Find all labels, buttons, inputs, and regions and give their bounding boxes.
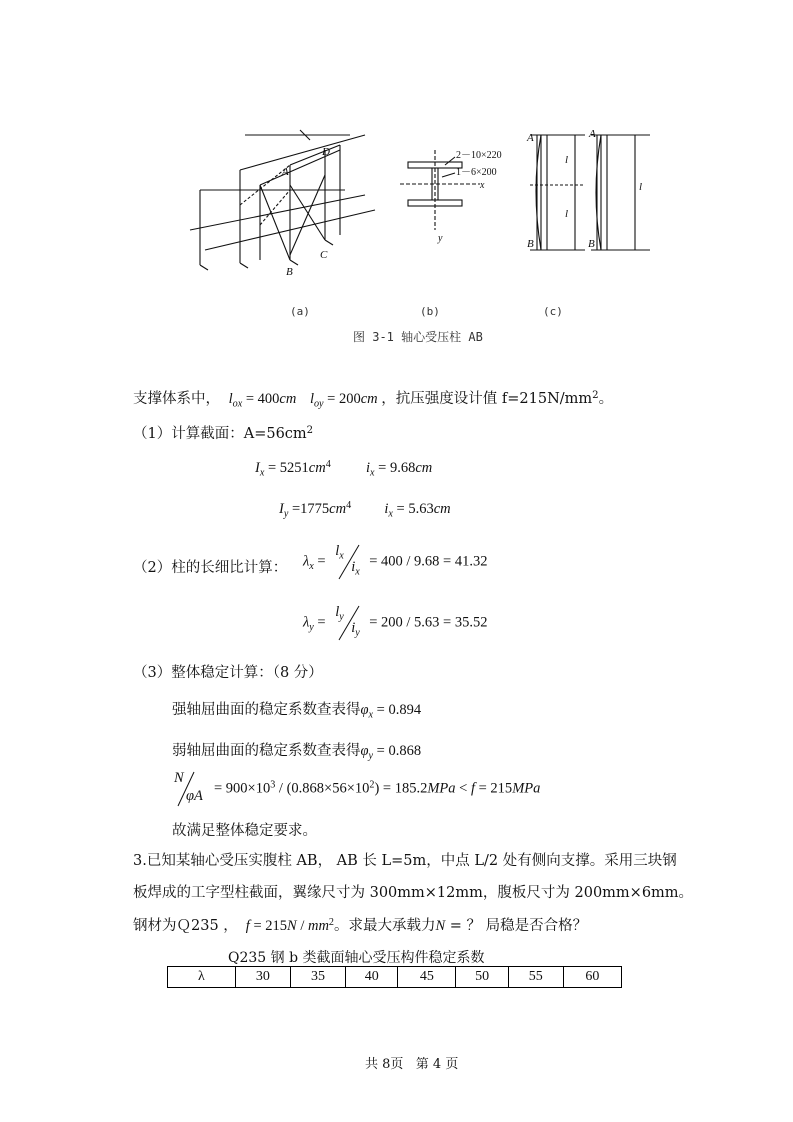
phi-y-sub: y xyxy=(368,750,374,762)
strong-axis-line xyxy=(172,698,421,721)
phi-x-symbol: φ xyxy=(360,702,369,718)
problem3-N-unit: N xyxy=(287,918,297,934)
lox-unit: cm xyxy=(279,391,297,407)
formula-f: f xyxy=(470,780,475,797)
step3-conclusion: 故满足整体稳定要求。 xyxy=(172,823,317,839)
formula-part-a-sup: 3 xyxy=(270,779,276,791)
step1-Iy-line xyxy=(279,500,451,520)
problem3-line3-c: / xyxy=(296,918,308,934)
table-header-cell: 60 xyxy=(563,967,621,988)
ix-symbol: i xyxy=(366,460,371,477)
step1-label-sup: 2 xyxy=(306,424,314,436)
lambda-y-eq: = xyxy=(313,614,326,631)
formula-part-e: = 215 xyxy=(475,780,513,797)
ix-value: = 9.68 xyxy=(374,460,416,477)
table-header-cell: 45 xyxy=(398,967,456,988)
lambda-x-formula xyxy=(303,543,487,581)
problem3-line2: 板焊成的工字型柱截面，翼缘尺寸为 300mm×12mm，腹板尺寸为 200mm×6mm。 xyxy=(133,885,694,901)
table-header-cell: 40 xyxy=(346,967,398,988)
Iy-power: 4 xyxy=(346,500,352,511)
figure-a-frame-drawing xyxy=(180,125,380,300)
table-row xyxy=(168,967,622,988)
Ix-sub: x xyxy=(259,467,265,479)
lambda-x-num: l xyxy=(335,543,340,559)
lambda-y-num-sub: y xyxy=(339,611,344,623)
lambda-y-fraction xyxy=(329,604,369,642)
lox-symbol: l xyxy=(228,391,233,407)
lox-value: = 400 xyxy=(242,391,280,407)
section-web-note: 1－6×200 xyxy=(456,167,497,178)
elev-length-ly-bottom: l xyxy=(565,208,569,220)
loy-symbol: l xyxy=(309,391,314,407)
point-label-b: B xyxy=(286,266,293,278)
weak-axis-line xyxy=(172,739,421,762)
stability-coefficient-table xyxy=(167,966,622,988)
figure-label-b: (b) xyxy=(420,305,440,318)
figure-label-c: (c) xyxy=(543,305,563,318)
elev-length-ly-top: l xyxy=(565,154,569,166)
strong-axis-text: 强轴屈曲面的稳定系数查表得 xyxy=(172,702,361,718)
section-axis-y: y xyxy=(438,233,443,244)
table-header-cell: 50 xyxy=(456,967,508,988)
elev-label-a1: A xyxy=(527,132,534,144)
lambda-x-num-sub: x xyxy=(339,550,344,562)
problem3-sup: 2 xyxy=(328,916,334,928)
formula-unit2: MPa xyxy=(512,780,541,797)
elev-label-b1: B xyxy=(527,238,534,250)
stability-formula xyxy=(172,770,540,808)
Iy-sub: y xyxy=(283,508,289,520)
problem3-line3-a: 钢材为Ｑ235 ， xyxy=(133,918,238,934)
iy-symbol: i xyxy=(384,501,389,518)
point-label-a: A xyxy=(282,166,289,178)
intro-prefix: 支撑体系中， xyxy=(133,391,220,407)
figure-caption: 图 3-1 轴心受压柱 AB xyxy=(353,330,483,344)
problem3-f: f xyxy=(245,918,250,934)
lambda-x-den: i xyxy=(351,559,356,575)
Ix-value: = 5251 xyxy=(264,460,309,477)
phi-x-sub: x xyxy=(368,709,374,721)
loy-unit: cm xyxy=(360,391,378,407)
problem3-N: N xyxy=(435,918,446,934)
phi-y-symbol: φ xyxy=(360,743,369,759)
step1-Ix-line xyxy=(255,459,432,479)
stability-N: N xyxy=(174,770,184,786)
figure-b-section-drawing xyxy=(400,145,520,255)
lambda-y-symbol: λ xyxy=(303,614,310,631)
table-header-cell: λ xyxy=(168,967,236,988)
Ix-symbol: I xyxy=(255,460,260,477)
section-axis-x: x xyxy=(480,180,485,191)
formula-part-d: < xyxy=(455,780,471,797)
formula-part-b-sup: 2 xyxy=(369,779,375,791)
iy-value: = 5.63 xyxy=(392,501,434,518)
loy-value: = 200 xyxy=(323,391,361,407)
lambda-x-result: = 400 / 9.68 = 41.32 xyxy=(369,553,488,570)
step1-label xyxy=(133,422,313,443)
formula-part-b: / (0.868×56×10 xyxy=(275,780,370,797)
problem3-mm: mm xyxy=(307,918,329,934)
intro-suffix-sup: 2 xyxy=(592,389,599,401)
section-flange-note: 2－10×220 xyxy=(456,150,502,161)
elev-label-b2: B xyxy=(588,238,595,250)
intro-suffix: ，抗压强度设计值 f=215N/mm xyxy=(381,391,593,407)
step3-label: （3）整体稳定计算：（8 分） xyxy=(133,665,323,681)
lambda-y-result: = 200 / 5.63 = 35.52 xyxy=(369,614,488,631)
lambda-x-eq: = xyxy=(313,553,326,570)
lambda-x-symbol: λ xyxy=(303,553,310,570)
Ix-power: 4 xyxy=(325,459,331,470)
problem3-line3-d: 。求最大承载力 xyxy=(333,918,436,934)
lambda-x-den-sub: x xyxy=(355,566,360,578)
Iy-unit: cm xyxy=(329,501,347,518)
point-label-c: C xyxy=(320,249,328,261)
step1-label-text: （1）计算截面：A=56cm xyxy=(133,426,307,442)
lambda-y-num: l xyxy=(335,604,340,620)
problem3-line1: 3.已知某轴心受压实腹柱 AB， AB 长 L=5m，中点 L/2 处有侧向支撑。采用三块钢 xyxy=(133,853,677,869)
phi-x-value: = 0.894 xyxy=(373,702,422,718)
page-footer: 共 8页 第 4 页 xyxy=(365,1057,459,1072)
iy-unit: cm xyxy=(433,501,451,518)
lambda-y-formula xyxy=(303,604,487,642)
figure-3-1 xyxy=(170,120,670,320)
figure-c-elevation-drawing xyxy=(525,125,665,260)
step2-label: （2）柱的长细比计算： xyxy=(133,560,288,576)
Iy-symbol: I xyxy=(279,501,284,518)
intro-line xyxy=(133,387,613,410)
weak-axis-text: 弱轴屈曲面的稳定系数查表得 xyxy=(172,743,361,759)
lambda-y-den: i xyxy=(351,620,356,636)
Iy-value: =1775 xyxy=(288,501,330,518)
elev-label-a2: A xyxy=(589,128,596,140)
loy-sub: oy xyxy=(313,398,324,410)
table-title: Q235 钢 b 类截面轴心受压构件稳定系数 xyxy=(228,950,485,966)
formula-part-c: ) = 185.2 xyxy=(374,780,428,797)
lambda-x-fraction xyxy=(329,543,369,581)
lambda-x-sub: x xyxy=(309,560,314,572)
elev-length-lx: l xyxy=(639,181,643,193)
problem3-line3 xyxy=(133,914,587,935)
problem3-line3-e: = ？ 局稳是否合格？ xyxy=(445,918,588,934)
ix-unit: cm xyxy=(415,460,433,477)
intro-suffix-end: 。 xyxy=(598,391,614,407)
lox-sub: ox xyxy=(232,398,243,410)
lambda-y-den-sub: y xyxy=(355,627,360,639)
table-header-cell: 30 xyxy=(235,967,290,988)
ix-sub: x xyxy=(370,467,375,479)
figure-label-a: (a) xyxy=(290,305,310,318)
table-header-cell: 55 xyxy=(508,967,563,988)
table-header-cell: 35 xyxy=(290,967,345,988)
point-label-d: D xyxy=(322,146,330,158)
lambda-y-sub: y xyxy=(309,621,314,633)
stability-phiA: φA xyxy=(186,788,203,804)
problem3-line3-b: = 215 xyxy=(249,918,288,934)
formula-part-a: = 900×10 xyxy=(214,780,271,797)
stability-fraction xyxy=(172,770,214,808)
iy-sub: x xyxy=(388,508,393,520)
Ix-unit: cm xyxy=(308,460,326,477)
formula-unit1: MPa xyxy=(427,780,456,797)
phi-y-value: = 0.868 xyxy=(373,743,422,759)
